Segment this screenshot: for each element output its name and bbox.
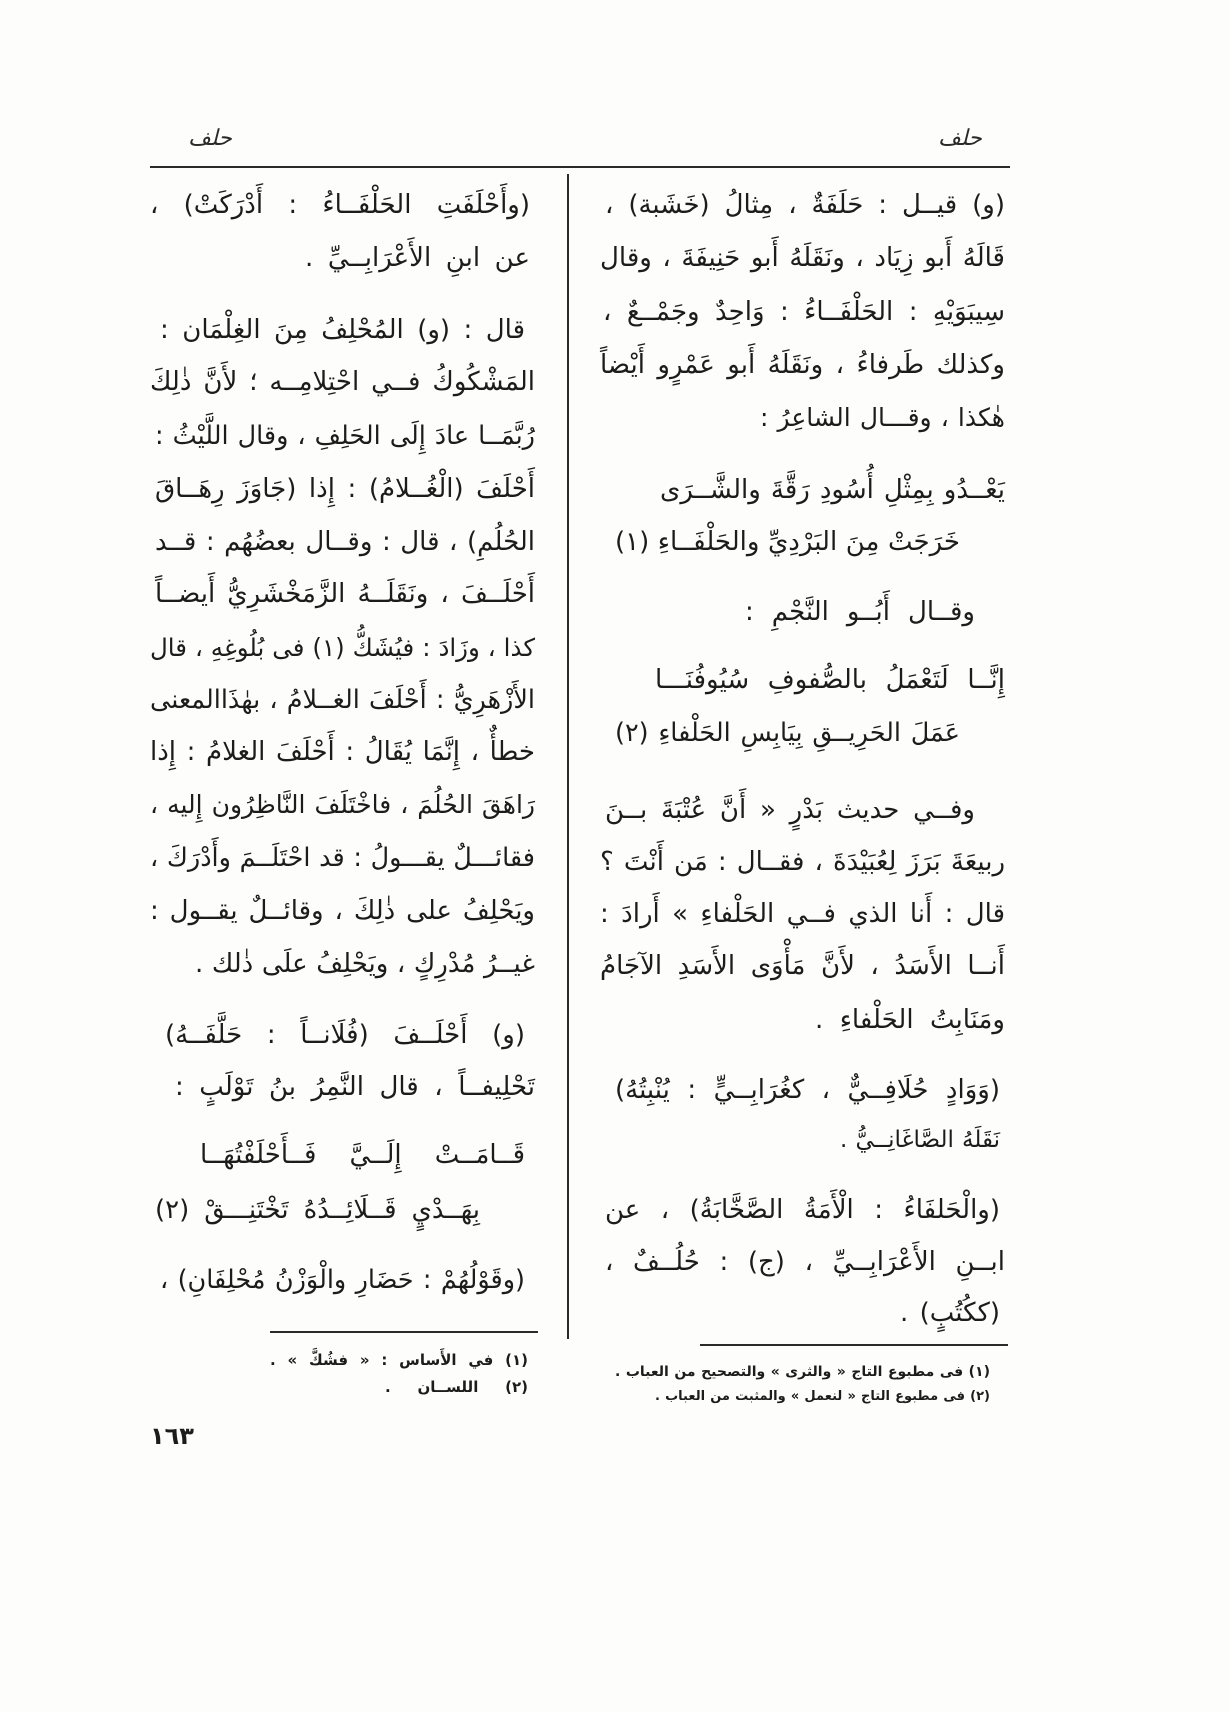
text-line: قَالَهُ أَبو زِيَاد ، ونَقَلَهُ أَبو حَنِيفَةَ ، وقال [600,243,1005,273]
text-line: ابــنِ الأَعْرَابِــيِّ ، (ج) : حُلُــفٌ ، [605,1247,1005,1277]
text-line: (وأَحْلَفَتِ الحَلْفَــاءُ : أَدْرَكَتْ) ، [150,190,530,220]
footnote: (٢) فى مطبوع التاج « لنعمل » والمثبت من العباب . [655,1389,990,1404]
text-line: (وقَوْلُهُمْ : حَضَارِ والْوَزْنُ مُحْلِفَانِ) ، [160,1265,525,1295]
text-line: قال : أَنا الذي فــي الحَلْفاءِ » أَرادَ : [600,899,1005,929]
footnote: (٢) اللســان . [385,1378,528,1396]
text-line: ويَحْلِفُ على ذٰلِكَ ، وقائــلٌ يقــول : [150,896,535,926]
page-number: ١٦٣ [150,1422,194,1450]
text-line: رَاهَقَ الحُلُمَ ، فاخْتَلَفَ النَّاظِرُون إِليه ، [150,790,535,819]
footnote: (١) في الأَساس : « فشُكَّ » . [270,1351,528,1369]
text-line: (والْحَلفَاءُ : الْأَمَةُ الصَّخَّابَةُ) ، عن [605,1195,1000,1225]
text-line: المَشْكُوكُ فــي احْتِلامِــه ؛ لأَنَّ ذٰلِكَ [150,367,535,397]
text-line: خطأٌ ، إِنَّمَا يُقَالُ : أَحْلَفَ الغلامُ : إِذا [150,737,535,767]
footnote: (١) فى مطبوع التاج « والثرى » والتصحيح من العباب . [615,1364,990,1380]
text-line: رُبَّمَــا عادَ إِلَى الحَلِفِ ، وقال اللَّيْثُ : [155,421,535,451]
text-line: (و) قيــل : حَلَفَةٌ ، مِثالُ (خَشَبة) ، [605,190,1005,220]
running-header-right: حلف [938,126,982,151]
text-line: هٰكذا ، وقـــال الشاعِرُ : [760,403,1005,432]
text-line: عن ابنِ الأَعْرَابِــيِّ . [305,243,530,273]
running-header-left: حلف [188,126,232,151]
text-line: (وَوَادٍ حُلَافِــيٌّ ، كغُرَابِــيٍّ : يُنْبِتُهُ) [615,1075,1000,1105]
text-line: وفــي حديث بَدْرٍ « أَنَّ عُتْبَةَ بــنَ [605,795,975,825]
verse-line: قَــامَــتْ إِلَــيَّ فَــأَحْلَفْتُهَــا [200,1140,525,1170]
text-line: وقــال أَبُــو النَّجْمِ : [745,597,975,627]
text-line: أَحْلَــفَ ، ونَقَلَــهُ الزَّمَخْشَرِيُّ أَيضــاً [155,579,535,609]
verse-line: إِنَّــا لَتَعْمَلُ بالصُّفوفِ سُيُوفُنَـــا [655,665,1005,695]
verse-line: خَرَجَتْ مِنَ البَرْدِيِّ والحَلْفَــاءِ (١) [615,527,960,557]
text-line: الأَزْهَرِيُّ : أَحْلَفَ الغــلامُ ، بهٰذَاالمعنى [150,685,535,715]
text-line: فقائـــلٌ يقـــولُ : قد احْتَلَــمَ وأَدْرَكَ ، [150,843,535,873]
text-line: الحُلُمِ) ، قال : وقــال بعضُهُم : قــد [155,527,535,557]
text-line: ربيعَةَ بَرَزَ لِعُبَيْدَةَ ، فقــال : مَن أَنْتَ ؟ [600,847,1005,877]
text-line: أَنــا الأَسَدُ ، لأَنَّ مَأْوَى الأَسَدِ الآجَامُ [600,951,1005,981]
verse-line: يَعْــدُو بِمِثْلِ أُسُودِ رَقَّةَ والشَّــرَى [660,475,1005,505]
text-line: نَقَلَهُ الصَّاغَانِــيُّ . [840,1127,1000,1153]
text-line: كذا ، وزَادَ : فيُشَكُّ (١) فى بُلُوغِهِ ، قال [150,633,535,662]
text-line: وكذلك طَرفاءُ ، ونَقَلَهُ أَبو عَمْرٍو أَيْضاً [600,350,1005,380]
text-line: سِيبَوَيْهِ : الحَلْفَــاءُ : وَاحِدٌ وجَمْــعٌ ، [603,297,1005,327]
text-line: قال : (و) المُحْلِفُ مِنَ الغِلْمَان : [160,315,525,345]
text-line: ومَنَابِتُ الحَلْفاءِ . [815,1005,1005,1035]
text-line: غيــرُ مُدْرِكٍ ، ويَحْلِفُ علَى ذٰلك . [195,949,535,979]
text-line: تَحْلِيفــاً ، قال النَّمِرُ بنُ تَوْلَبٍ : [175,1072,535,1102]
verse-line: عَمَلَ الحَرِيــقِ بِيَابِسِ الحَلْفاءِ (٢) [615,718,960,748]
text-line: أَحْلَفَ (الْغُــلامُ) : إِذا (جَاوَزَ رِهَــاقَ [155,474,535,504]
verse-line: بِهَــدْيٍ قَــلَائِــدُهُ تَخْتَنِـــقْ (٢) [155,1195,480,1225]
text-line: (و) أَحْلَــفَ (فُلَانــاً : حَلَّفَــهُ) [165,1020,525,1050]
text-line: (ككُتُبٍ) . [900,1298,1000,1328]
